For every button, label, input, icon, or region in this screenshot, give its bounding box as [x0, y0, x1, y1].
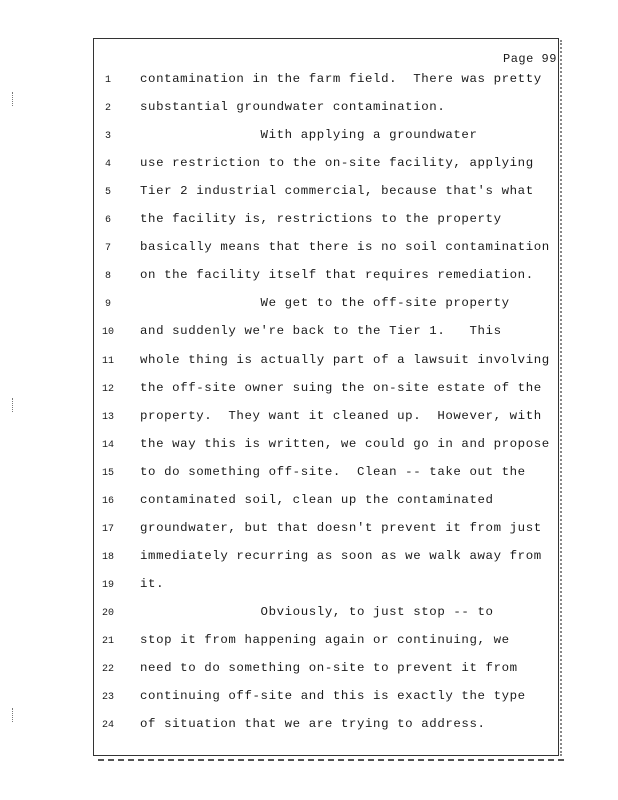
transcript-line [100, 128, 560, 148]
line-number: 20 [101, 607, 114, 619]
transcript-line [100, 381, 560, 401]
line-text: whole thing is actually part of a lawsuit involving [140, 352, 550, 367]
line-number: 4 [104, 159, 111, 171]
transcript-line [100, 100, 560, 120]
line-text: Tier 2 industrial commercial, because that's what [140, 184, 534, 199]
transcript-line [100, 717, 560, 737]
line-text: and suddenly we're back to the Tier 1. This [140, 324, 502, 339]
transcript-line [100, 549, 560, 569]
line-number: 5 [104, 187, 111, 199]
line-number: 17 [101, 523, 114, 535]
line-text: basically means that there is no soil contamination [140, 240, 550, 255]
line-number: 18 [101, 551, 114, 563]
line-text: continuing off-site and this is exactly the type [140, 689, 526, 704]
line-number: 3 [104, 131, 111, 143]
line-number: 21 [101, 636, 114, 647]
page-right-edge [560, 40, 562, 756]
transcript-line [100, 296, 560, 316]
line-text: substantial groundwater contamination. [140, 100, 446, 115]
line-text: Obviously, to just stop -- to [140, 604, 494, 619]
margin-hole-mark [12, 708, 16, 722]
transcript-line [100, 268, 560, 288]
line-text: contamination in the farm field. There was pretty [140, 72, 542, 86]
line-number: 15 [101, 467, 114, 479]
transcript-line [100, 240, 560, 260]
line-number: 13 [101, 411, 114, 423]
transcript-line [100, 324, 560, 344]
line-number: 7 [104, 243, 111, 255]
transcript-line [100, 409, 560, 429]
line-number: 8 [104, 271, 111, 283]
line-text: stop it from happening again or continuing, we [140, 633, 510, 647]
transcript-line [100, 521, 560, 541]
transcript-line [100, 353, 560, 373]
line-number: 10 [101, 327, 114, 339]
margin-hole-mark [12, 92, 16, 106]
line-text: the way this is written, we could go in and propose [140, 436, 550, 451]
line-text: the facility is, restrictions to the property [140, 212, 502, 227]
line-number: 11 [101, 355, 114, 367]
line-text: it. [140, 576, 165, 591]
page-number: Page 99 [503, 52, 557, 66]
transcript-line [100, 72, 560, 92]
line-number: 24 [101, 720, 114, 732]
transcript-line [100, 605, 560, 625]
transcript-line [100, 661, 560, 681]
line-text: immediately recurring as soon as we walk away from [140, 548, 542, 563]
transcript-line [100, 184, 560, 204]
line-text: use restriction to the on-site facility, applying [140, 156, 534, 171]
line-text: With applying a groundwater [140, 128, 478, 143]
transcript-line [100, 437, 560, 457]
line-number: 14 [101, 439, 114, 451]
transcript-line [100, 156, 560, 176]
line-text: need to do something on-site to prevent it from [140, 661, 518, 676]
line-number: 9 [104, 299, 111, 311]
transcript-line [100, 493, 560, 513]
margin-hole-mark [12, 398, 16, 412]
line-number: 19 [101, 579, 114, 591]
line-number: 2 [104, 103, 111, 115]
line-number: 1 [104, 75, 111, 86]
transcript-line [100, 689, 560, 709]
line-number: 23 [101, 692, 114, 704]
line-text: to do something off-site. Clean -- take out the [140, 464, 526, 479]
line-text: on the facility itself that requires remediation. [140, 268, 534, 283]
line-text: of situation that we are trying to address. [140, 717, 486, 732]
transcript-line [100, 633, 560, 653]
transcript-line [100, 577, 560, 597]
transcript-line [100, 465, 560, 485]
line-number: 16 [101, 495, 114, 507]
line-number: 12 [101, 383, 114, 395]
line-number: 22 [101, 664, 114, 676]
transcript-line [100, 212, 560, 232]
line-text: We get to the off-site property [140, 296, 510, 311]
line-number: 6 [104, 215, 111, 227]
line-text: groundwater, but that doesn't prevent it from just [140, 520, 542, 535]
line-text: contaminated soil, clean up the contaminated [140, 492, 494, 507]
line-text: property. They want it cleaned up. However, with [140, 408, 542, 423]
line-text: the off-site owner suing the on-site estate of the [140, 380, 542, 395]
